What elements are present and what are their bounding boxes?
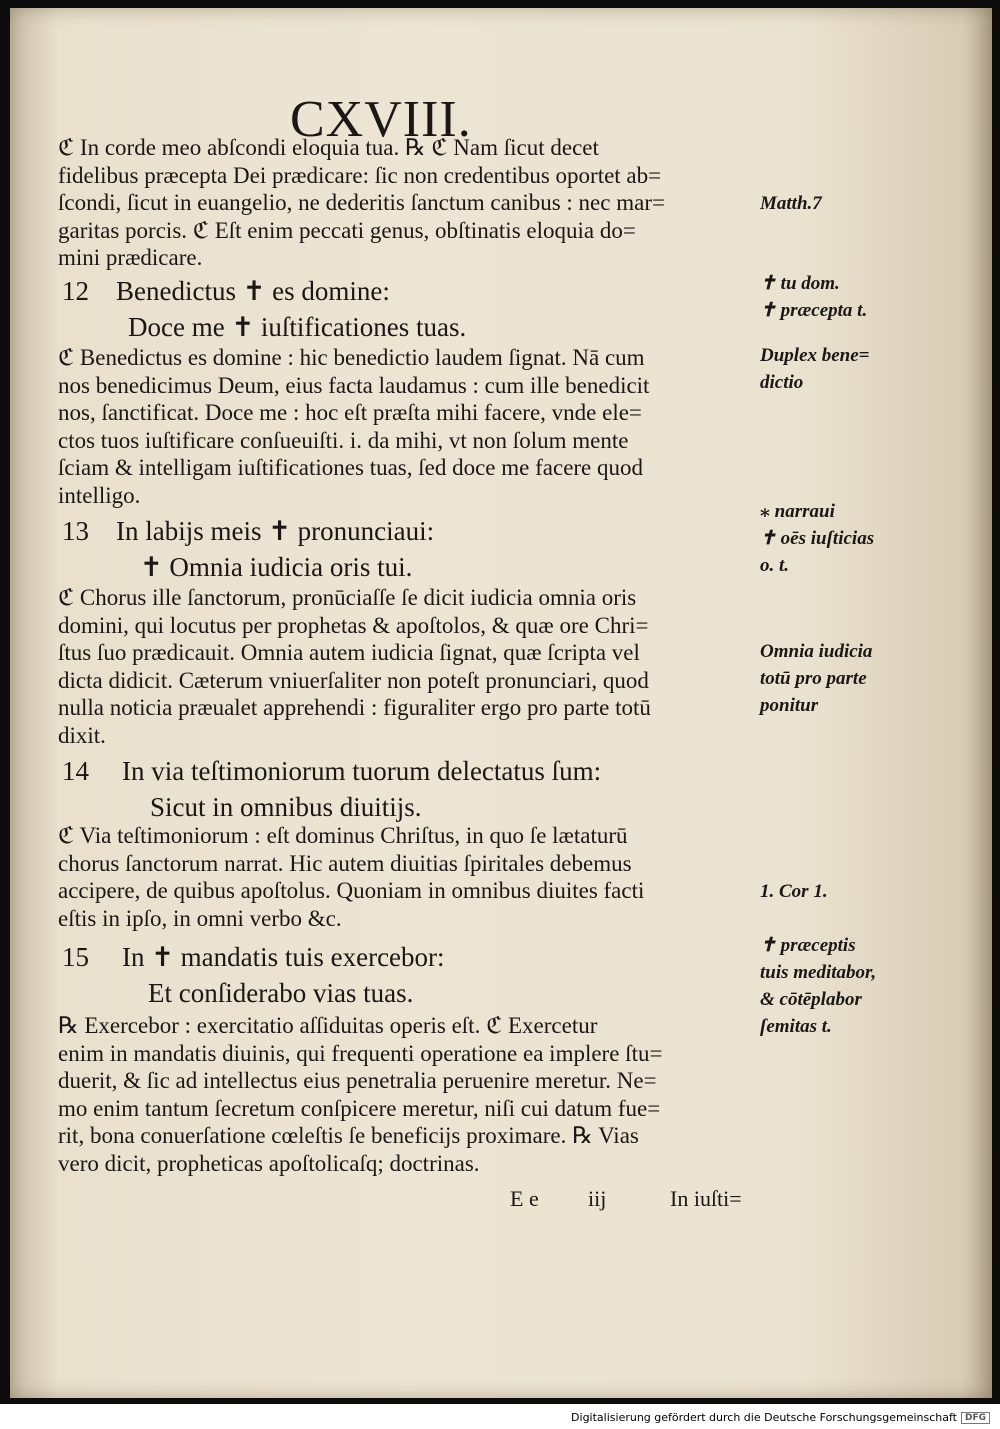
text-line: ℭ Benedictus es domine : hic benedictio laudem ſignat. Nā cum (58, 345, 645, 370)
text-line: eſtis in ipſo, in omni verbo &c. (58, 905, 342, 931)
margin-note: 1. Cor 1. (760, 881, 828, 902)
page-number: CXVIII. (290, 91, 472, 148)
margin-line: ✝ oēs iuſticias (760, 528, 875, 549)
verse-line: Sicut in omnibus diuitijs. (150, 792, 422, 822)
dfg-logo: DFG (961, 1412, 990, 1424)
margin-note (760, 270, 867, 324)
margin-line: Omnia iudicia (760, 641, 873, 662)
margin-note: Matth.7 (760, 193, 822, 214)
verse-line: In ✝ mandatis tuis exercebor: (122, 942, 445, 972)
text-line: ℭ Chorus ille ſanctorum, pronūciaſſe ſe dicit iudicia omnia oris (58, 585, 637, 610)
margin-note (760, 638, 872, 719)
verse-line: ✝ Omnia iudicia oris tui. (140, 552, 413, 582)
verse-line: Benedictus ✝ es domine: (116, 276, 390, 306)
text-line: ſcondi, ſicut in euangelio, ne dederitis ſanctum canibus : nec mar= (58, 190, 665, 215)
margin-line: ſemitas t. (760, 1016, 832, 1037)
text-line: rit, bona conuerſatione cœleſtis ſe beneficijs proximare. ℞ Vias (58, 1123, 639, 1148)
text-line: ℭ In corde meo abſcondi eloquia tua. ℞ ℭ Nam ſicut decet (58, 135, 599, 160)
book-page (10, 8, 992, 1398)
text-line: ſciam & intelligam iuſtificationes tuas, ſed doce me facere quod (58, 455, 644, 480)
text-line: ℭ Via teſtimoniorum : eſt dominus Chriſtus, in quo ſe lætaturū (58, 823, 628, 848)
margin-line: totū pro parte (760, 668, 867, 689)
margin-line: ⁎ narraui (760, 501, 835, 522)
margin-line: o. t. (760, 555, 790, 576)
text-line: domini, qui locutus per prophetas & apoſtolos, & quæ ore Chri= (58, 612, 649, 638)
text-line: nulla noticia præualet apprehendi : figuraliter ergo pro parte totū (58, 695, 651, 720)
margin-note (760, 342, 870, 396)
text-line: accipere, de quibus apoſtolus. Quoniam in omnibus diuites facti (58, 878, 645, 903)
commentary-block-4 (58, 822, 758, 932)
text-line: fidelibus præcepta Dei prædicare: ſic non credentibus oportet ab= (58, 162, 662, 188)
text-line: enim in mandatis diuinis, qui frequenti operatione ea implere ſtu= (58, 1040, 663, 1066)
margin-line: Duplex bene= (760, 345, 870, 366)
margin-line: dictio (760, 372, 804, 393)
margin-line: ✝ tu dom. (760, 273, 840, 294)
margin-line: ✝ præcepta t. (760, 300, 868, 321)
verse-number: 14 (62, 756, 89, 786)
margin-line: & cōtēplabor (760, 989, 862, 1010)
text-line: chorus ſanctorum narrat. Hic autem diuitias ſpiritales debemus (58, 850, 632, 876)
text-line: duerit, & ſic ad intellectus eius penetralia peruenire meretur. Ne= (58, 1068, 657, 1093)
commentary-block-3 (58, 584, 758, 749)
funding-note: Digitalisierung gefördert durch die Deutsche Forschungsgemeinschaft (571, 1411, 957, 1424)
margin-note (760, 498, 874, 579)
margin-line: tuis meditabor, (760, 962, 877, 983)
verse-number: 13 (62, 516, 89, 546)
verse-number: 12 (62, 276, 89, 306)
commentary-block-1 (58, 134, 758, 272)
signature-mark: E e (510, 1186, 539, 1211)
text-line: ctos tuos iuſtificare conſueuiſti. i. da mihi, vt non ſolum mente (58, 427, 629, 453)
verse-line: In via teſtimoniorum tuorum delectatus ſum: (122, 756, 602, 786)
text-line: nos benedicimus Deum, eius facta laudamus : cum ille benedicit (58, 372, 650, 398)
verse-number: 15 (62, 942, 89, 972)
margin-note (760, 932, 876, 1040)
verse-line: Doce me ✝ iuſtificationes tuas. (128, 312, 467, 342)
leaf-number: iij (588, 1186, 607, 1211)
margin-line: ✝ præceptis (760, 935, 856, 956)
text-line: dicta didicit. Cæterum vniuerſaliter non poteſt pronunciari, quod (58, 667, 649, 693)
commentary-block-2 (58, 344, 758, 509)
text-line: mo enim tantum ſecretum conſpicere meretur, niſi cui datum fue= (58, 1095, 661, 1121)
verse-line: In labijs meis ✝ pronunciaui: (116, 516, 435, 546)
catchword: In iuſti= (670, 1186, 742, 1211)
text-line: garitas porcis. ℭ Eſt enim peccati genus, obſtinatis eloquia do= (58, 217, 636, 243)
text-line: mini prædicare. (58, 245, 203, 270)
margin-line: ponitur (760, 695, 819, 716)
text-line: ſtus ſuo prædicauit. Omnia autem iudicia ſignat, quæ ſcripta vel (58, 640, 640, 665)
digitization-footer (571, 1411, 990, 1424)
text-line: ℞ Exercebor : exercitatio aſſiduitas operis eſt. ℭ Exercetur (58, 1013, 598, 1038)
text-line: nos, ſanctificat. Doce me : hoc eſt præſta mihi facere, vnde ele= (58, 400, 642, 425)
text-line: vero dicit, propheticas apoſtolicaſq; doctrinas. (58, 1150, 480, 1176)
verse-line: Et conſiderabo vias tuas. (148, 978, 414, 1008)
commentary-block-5 (58, 1012, 758, 1177)
text-line: intelligo. (58, 482, 141, 508)
text-line: dixit. (58, 722, 106, 748)
